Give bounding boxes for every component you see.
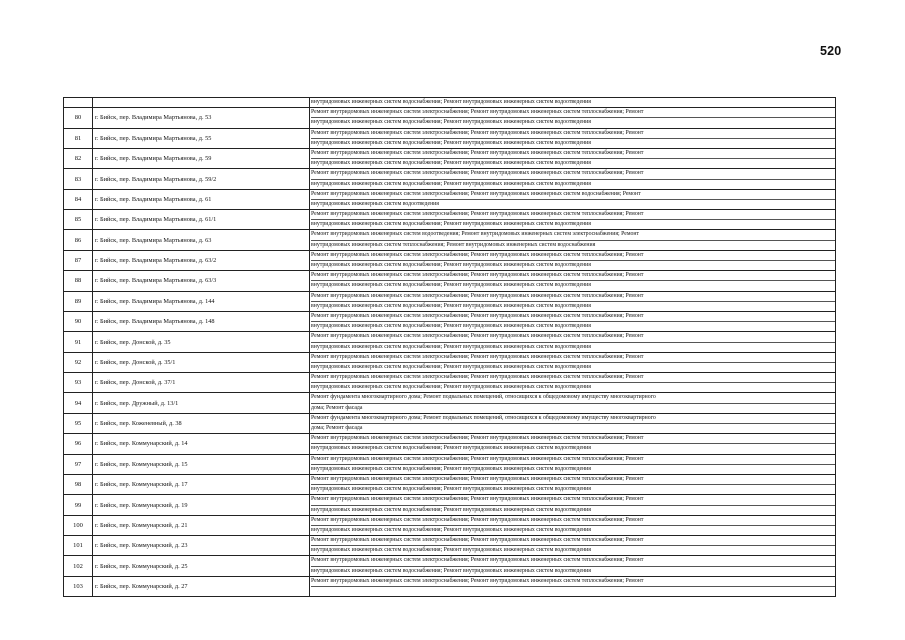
work-cell	[310, 474, 836, 494]
row-number-cell: 80	[64, 108, 93, 128]
work-cell	[310, 169, 836, 189]
row-number-cell: 100	[64, 515, 93, 535]
work-cell	[310, 576, 836, 596]
address-cell: г. Бийск, пер. Коммунарский, д. 14	[93, 434, 310, 454]
work-text-line: Ремонт фундамента многоквартирного дома; Ремонт подвальных помещений, относящихся к общедомовому имуществу многоквартирного	[311, 394, 656, 401]
work-text-line: Ремонт внутридомовых инженерных систем электроснабжения; Ремонт внутридомовых инженерных систем теплоснабжения; Ремонт	[311, 129, 644, 136]
address-cell: г. Бийск, пер. Коммунарский, д. 23	[93, 536, 310, 556]
work-text-line: внутридомовых инженерных систем водоснабжения; Ремонт внутридомовых инженерных систем водоотведения	[311, 280, 835, 290]
table-row-continuation	[64, 98, 836, 108]
work-text-line: Ремонт внутридомовых инженерных систем электроснабжения; Ремонт внутридомовых инженерных систем теплоснабжения; Ремонт	[311, 516, 644, 523]
row-number-cell: 90	[64, 311, 93, 331]
work-text-line: Ремонт внутридомовых инженерных систем электроснабжения; Ремонт внутридомовых инженерных систем теплоснабжения; Ремонт	[311, 475, 644, 482]
work-text-line: Ремонт внутридомовых инженерных систем электроснабжения; Ремонт внутридомовых инженерных систем теплоснабжения; Ремонт	[311, 272, 644, 279]
address-cell: г. Бийск, пер. Коммунарский, д. 19	[93, 495, 310, 515]
work-cell	[310, 311, 836, 331]
table-row	[64, 291, 836, 311]
address-cell: г. Бийск, пер. Владимира Мартьянова, д. 59	[93, 148, 310, 168]
row-number-cell: 85	[64, 210, 93, 230]
work-text-line: Ремонт внутридомовых инженерных систем электроснабжения; Ремонт внутридомовых инженерных систем теплоснабжения; Ремонт	[311, 211, 644, 218]
table-row	[64, 434, 836, 454]
address-cell: г. Бийск, пер. Владимира Мартьянова, д. 148	[93, 311, 310, 331]
address-cell: г. Бийск, пер. Коммунарский, д. 27	[93, 576, 310, 596]
table-row	[64, 576, 836, 596]
table-row	[64, 311, 836, 331]
work-text-line: Ремонт внутридомовых инженерных систем электроснабжения; Ремонт внутридомовых инженерных систем теплоснабжения; Ремонт	[311, 577, 644, 584]
work-text-line: Ремонт внутридомовых инженерных систем электроснабжения; Ремонт внутридомовых инженерных систем теплоснабжения; Ремонт	[311, 292, 644, 299]
work-cell	[310, 98, 836, 108]
table-row	[64, 373, 836, 393]
work-text-line: внутридомовых инженерных систем водоснабжения; Ремонт внутридомовых инженерных систем водоотведения	[311, 505, 835, 515]
work-cell	[310, 210, 836, 230]
work-cell	[310, 189, 836, 209]
row-number-cell: 87	[64, 250, 93, 270]
address-cell: г. Бийск, пер. Владимира Мартьянова, д. 61/1	[93, 210, 310, 230]
work-text-line: внутридомовых инженерных систем водоснабжения; Ремонт внутридомовых инженерных систем водоотведения	[311, 260, 835, 270]
table-row	[64, 189, 836, 209]
work-cell	[310, 128, 836, 148]
work-text-line: внутридомовых инженерных систем водоснабжения; Ремонт внутридомовых инженерных систем водоотведения	[311, 443, 835, 453]
page-number: 520	[820, 44, 842, 58]
work-text-line	[311, 586, 835, 596]
work-text-line: Ремонт внутридомовых инженерных систем электроснабжения; Ремонт внутридомовых инженерных систем теплоснабжения; Ремонт	[311, 333, 644, 340]
address-cell: г. Бийск, пер. Владимира Мартьянова, д. 59/2	[93, 169, 310, 189]
address-cell: г. Бийск, пер. Коммунарский, д. 15	[93, 454, 310, 474]
table-row	[64, 413, 836, 433]
address-cell: г. Бийск, пер. Владимира Мартьянова, д. 63/2	[93, 250, 310, 270]
work-cell	[310, 536, 836, 556]
work-text-line: Ремонт внутридомовых инженерных систем электроснабжения; Ремонт внутридомовых инженерных систем теплоснабжения; Ремонт	[311, 353, 644, 360]
row-number-cell: 88	[64, 271, 93, 291]
work-text-line: внутридомовых инженерных систем водоснабжения; Ремонт внутридомовых инженерных систем водоотведения	[311, 382, 835, 392]
work-text-line: внутридомовых инженерных систем водоснабжения; Ремонт внутридомовых инженерных систем водоотведения	[311, 566, 835, 576]
table-row	[64, 352, 836, 372]
row-number-cell: 101	[64, 536, 93, 556]
table-row	[64, 230, 836, 250]
row-number-cell: 89	[64, 291, 93, 311]
work-text-line: Ремонт внутридомовых инженерных систем электроснабжения; Ремонт внутридомовых инженерных систем теплоснабжения; Ремонт	[311, 374, 644, 381]
row-number-cell: 102	[64, 556, 93, 576]
work-text-line: внутридомовых инженерных систем водоснабжения; Ремонт внутридомовых инженерных систем водоотведения	[311, 301, 835, 311]
work-cell	[310, 108, 836, 128]
work-text-line: дома; Ремонт фасада	[311, 403, 835, 413]
work-cell	[310, 352, 836, 372]
work-text-line: Ремонт внутридомовых инженерных систем электроснабжения; Ремонт внутридомовых инженерных систем теплоснабжения; Ремонт	[311, 149, 644, 156]
work-text-line: Ремонт внутридомовых инженерных систем электроснабжения; Ремонт внутридомовых инженерных систем теплоснабжения; Ремонт	[311, 435, 644, 442]
table-row	[64, 536, 836, 556]
work-text-line: внутридомовых инженерных систем водоснабжения; Ремонт внутридомовых инженерных систем водоотведения	[311, 321, 835, 331]
work-cell	[310, 230, 836, 250]
row-number-cell: 86	[64, 230, 93, 250]
work-text-line: внутридомовых инженерных систем водоснабжения; Ремонт внутридомовых инженерных систем водоотведения	[311, 219, 835, 229]
work-cell	[310, 495, 836, 515]
work-text-line: внутридомовых инженерных систем водоотведения	[311, 199, 835, 209]
address-cell: г. Бийск, пер. Донской, д. 35	[93, 332, 310, 352]
table-row	[64, 148, 836, 168]
row-number-cell: 99	[64, 495, 93, 515]
work-cell	[310, 332, 836, 352]
table-row	[64, 474, 836, 494]
table-row	[64, 454, 836, 474]
table-row	[64, 495, 836, 515]
address-cell: г. Бийск, пер. Владимира Мартьянова, д. 144	[93, 291, 310, 311]
work-text-line: внутридомовых инженерных систем водоснабжения; Ремонт внутридомовых инженерных систем водоотведения	[311, 362, 835, 372]
work-text-line: Ремонт внутридомовых инженерных систем электроснабжения; Ремонт внутридомовых инженерных систем теплоснабжения; Ремонт	[311, 557, 644, 564]
work-text-line: Ремонт внутридомовых инженерных систем электроснабжения; Ремонт внутридомовых инженерных систем теплоснабжения; Ремонт	[311, 251, 644, 258]
address-cell: г. Бийск, пер. Коммунарский, д. 25	[93, 556, 310, 576]
row-number-cell: 84	[64, 189, 93, 209]
row-number-cell: 103	[64, 576, 93, 596]
work-cell	[310, 434, 836, 454]
work-cell	[310, 271, 836, 291]
row-number-cell: 98	[64, 474, 93, 494]
work-cell	[310, 454, 836, 474]
row-number-cell: 82	[64, 148, 93, 168]
work-cell	[310, 148, 836, 168]
work-text-line: Ремонт внутридомовых инженерных систем электроснабжения; Ремонт внутридомовых инженерных систем водоснабжения; Ремонт	[311, 190, 641, 197]
work-text-line: внутридомовых инженерных систем водоснабжения; Ремонт внутридомовых инженерных систем водоотведения	[311, 158, 835, 168]
work-text-line: внутридомовых инженерных систем водоснабжения; Ремонт внутридомовых инженерных систем водоотведения	[311, 342, 835, 352]
address-cell	[93, 98, 310, 108]
work-text-line: внутридомовых инженерных систем водоснабжения; Ремонт внутридомовых инженерных систем водоотведения	[311, 545, 835, 555]
work-text-line: Ремонт внутридомовых инженерных систем электроснабжения; Ремонт внутридомовых инженерных систем теплоснабжения; Ремонт	[311, 109, 644, 116]
row-number-cell: 95	[64, 413, 93, 433]
work-cell	[310, 250, 836, 270]
work-text-line: внутридомовых инженерных систем водоснабжения; Ремонт внутридомовых инженерных систем водоотведения	[311, 179, 835, 189]
work-text-line: Ремонт внутридомовых инженерных систем электроснабжения; Ремонт внутридомовых инженерных систем теплоснабжения; Ремонт	[311, 496, 644, 503]
address-cell: г. Бийск, пер. Владимира Мартьянова, д. 61	[93, 189, 310, 209]
work-cell	[310, 556, 836, 576]
address-cell: г. Бийск, пер. Владимира Мартьянова, д. 55	[93, 128, 310, 148]
row-number-cell: 92	[64, 352, 93, 372]
work-text-line: Ремонт фундамента многоквартирного дома; Ремонт подвальных помещений, относящихся к общедомовому имуществу многоквартирного	[311, 414, 656, 421]
address-cell: г. Бийск, пер. Коммунарский, д. 21	[93, 515, 310, 535]
table-row	[64, 210, 836, 230]
address-cell: г. Бийск, пер. Коженевный, д. 38	[93, 413, 310, 433]
table-row	[64, 556, 836, 576]
work-text-line: внутридомовых инженерных систем водоснабжения; Ремонт внутридомовых инженерных систем водоотведения	[311, 138, 835, 148]
row-number-cell: 81	[64, 128, 93, 148]
table-row	[64, 332, 836, 352]
address-cell: г. Бийск, пер. Владимира Мартьянова, д. 63/3	[93, 271, 310, 291]
work-text-line: Ремонт внутридомовых инженерных систем электроснабжения; Ремонт внутридомовых инженерных систем теплоснабжения; Ремонт	[311, 455, 644, 462]
work-text-line: внутридомовых инженерных систем водоснабжения; Ремонт внутридомовых инженерных систем водоотведения	[311, 484, 835, 494]
row-number-cell: 96	[64, 434, 93, 454]
row-number-cell: 83	[64, 169, 93, 189]
work-cell	[310, 373, 836, 393]
address-cell: г. Бийск, пер. Владимира Мартьянова, д. 53	[93, 108, 310, 128]
row-number-cell: 94	[64, 393, 93, 413]
address-cell: г. Бийск, пер. Донской, д. 37/1	[93, 373, 310, 393]
work-cell	[310, 393, 836, 413]
work-text-line: Ремонт внутридомовых инженерных систем электроснабжения; Ремонт внутридомовых инженерных систем теплоснабжения; Ремонт	[311, 537, 644, 544]
work-cell	[310, 413, 836, 433]
table-row	[64, 169, 836, 189]
repair-works-table	[63, 97, 836, 597]
address-cell: г. Бийск, пер. Дружный, д. 13/1	[93, 393, 310, 413]
work-text-line: внутридомовых инженерных систем водоснабжения; Ремонт внутридомовых инженерных систем водоотведения	[311, 117, 835, 127]
table-row	[64, 271, 836, 291]
work-text-line: внутридомовых инженерных систем теплоснабжения; Ремонт внутридомовых инженерных систем водоснабжения	[311, 240, 835, 250]
work-text-line: внутридомовых инженерных систем водоснабжения; Ремонт внутридомовых инженерных систем водоотведения	[311, 464, 835, 474]
work-text-line: внутридомовых инженерных систем водоснабжения; Ремонт внутридомовых инженерных систем водоотведения	[311, 99, 591, 105]
table-row	[64, 128, 836, 148]
table-body	[64, 98, 836, 597]
table-row	[64, 515, 836, 535]
row-number-cell: 91	[64, 332, 93, 352]
work-text-line: Ремонт внутридомовых инженерных систем электроснабжения; Ремонт внутридомовых инженерных систем теплоснабжения; Ремонт	[311, 170, 644, 177]
work-cell	[310, 515, 836, 535]
work-cell	[310, 291, 836, 311]
row-number-cell	[64, 98, 93, 108]
address-cell: г. Бийск, пер. Донской, д. 35/1	[93, 352, 310, 372]
row-number-cell: 97	[64, 454, 93, 474]
work-text-line: дома; Ремонт фасада	[311, 423, 835, 433]
table-row	[64, 108, 836, 128]
work-text-line: Ремонт внутридомовых инженерных систем электроснабжения; Ремонт внутридомовых инженерных систем теплоснабжения; Ремонт	[311, 312, 644, 319]
table-row	[64, 250, 836, 270]
work-text-line: Ремонт внутридомовых инженерных систем водоотведения; Ремонт внутридомовых инженерных систем электроснабжения; Ремонт	[311, 231, 640, 238]
table-row	[64, 393, 836, 413]
work-text-line: внутридомовых инженерных систем водоснабжения; Ремонт внутридомовых инженерных систем водоотведения	[311, 525, 835, 535]
row-number-cell: 93	[64, 373, 93, 393]
address-cell: г. Бийск, пер. Коммунарский, д. 17	[93, 474, 310, 494]
address-cell: г. Бийск, пер. Владимира Мартьянова, д. 63	[93, 230, 310, 250]
